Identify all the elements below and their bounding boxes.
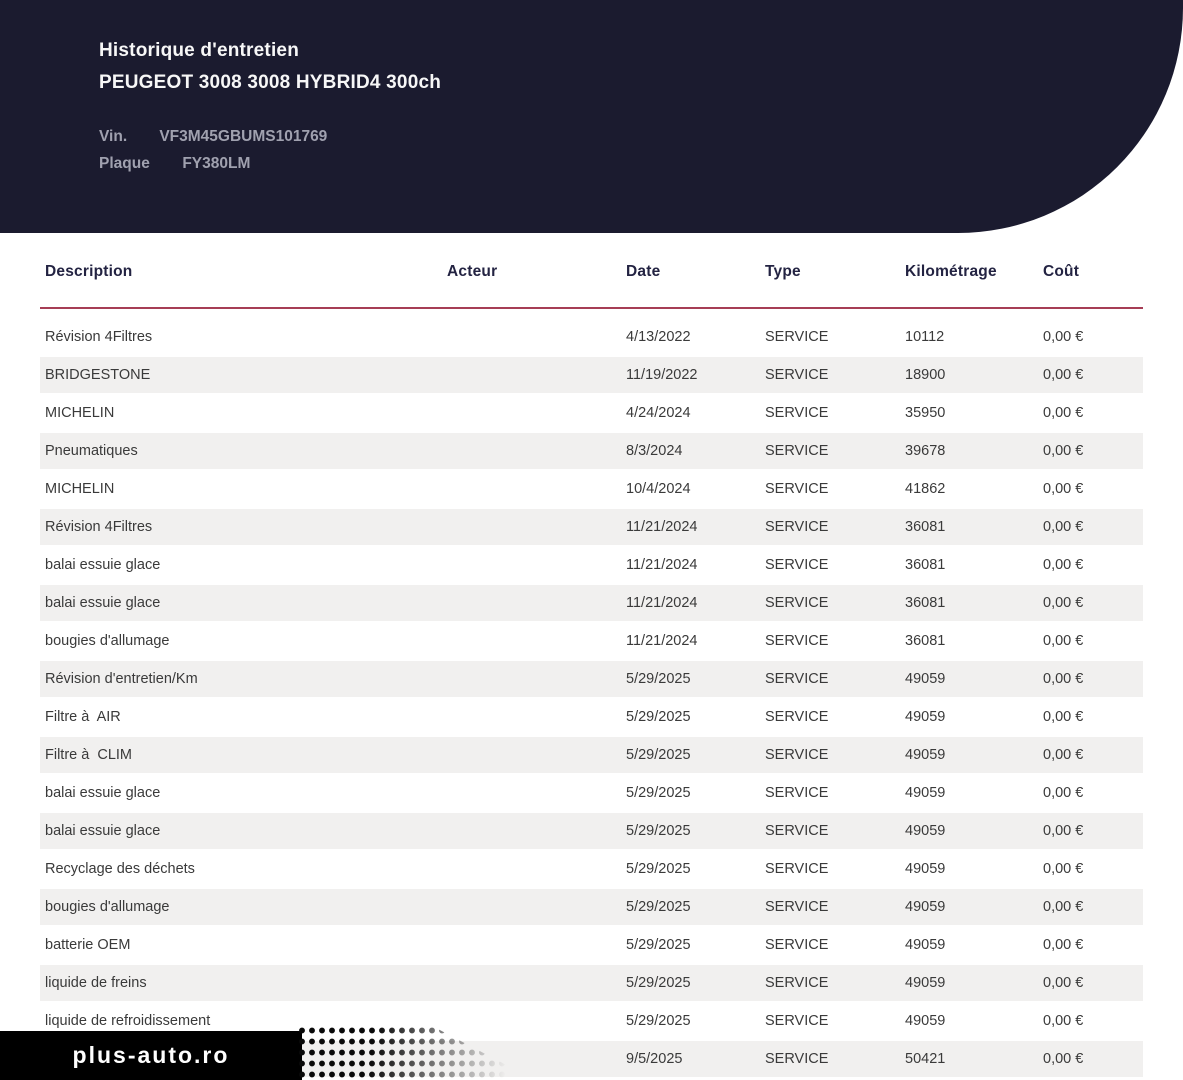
cell-cout: 0,00 € — [1043, 785, 1084, 801]
cell-description: Révision 4Filtres — [45, 329, 153, 345]
cell-description: Filtre à AIR — [45, 709, 121, 725]
table-row — [40, 812, 1143, 850]
cell-cout: 0,00 € — [1043, 367, 1084, 383]
column-header-date: Date — [626, 263, 661, 280]
cell-type: SERVICE — [765, 367, 829, 383]
cell-description: balai essuie glace — [45, 557, 161, 573]
cell-cout: 0,00 € — [1043, 519, 1084, 535]
cell-description: Révision d'entretien/Km — [45, 671, 198, 687]
cell-date: 11/21/2024 — [626, 557, 698, 573]
cell-kilometrage: 49059 — [905, 1013, 946, 1029]
table-row — [40, 394, 1143, 432]
service-history-table — [40, 256, 1143, 1078]
cell-kilometrage: 49059 — [905, 861, 946, 877]
cell-date: 8/3/2024 — [626, 443, 683, 459]
cell-cout: 0,00 € — [1043, 443, 1084, 459]
cell-description: liquide de refroidissement — [45, 1013, 211, 1029]
cell-date: 11/21/2024 — [626, 633, 698, 649]
cell-description: MICHELIN — [45, 481, 115, 497]
table-row — [40, 584, 1143, 622]
vin-line — [99, 123, 1183, 150]
watermark-text: plus-auto.ro — [72, 1042, 230, 1068]
cell-kilometrage: 36081 — [905, 633, 946, 649]
table-row — [40, 736, 1143, 774]
table-row — [40, 774, 1143, 812]
cell-type: SERVICE — [765, 747, 829, 763]
cell-cout: 0,00 € — [1043, 937, 1084, 953]
cell-date: 5/29/2025 — [626, 899, 691, 915]
table-row — [40, 470, 1143, 508]
cell-date: 5/29/2025 — [626, 747, 691, 763]
cell-description: liquide de freins — [45, 975, 147, 991]
vin-value: VF3M45GBUMS101769 — [159, 128, 328, 145]
table-row — [40, 508, 1143, 546]
cell-kilometrage: 36081 — [905, 519, 946, 535]
column-header-description: Description — [45, 263, 133, 280]
cell-type: SERVICE — [765, 557, 829, 573]
cell-date: 5/29/2025 — [626, 975, 691, 991]
cell-cout: 0,00 € — [1043, 405, 1084, 421]
cell-date: 9/5/2025 — [626, 1051, 683, 1067]
cell-type: SERVICE — [765, 709, 829, 725]
cell-kilometrage: 50421 — [905, 1051, 946, 1067]
cell-type: SERVICE — [765, 1051, 829, 1067]
cell-cout: 0,00 € — [1043, 1051, 1084, 1067]
cell-kilometrage: 39678 — [905, 443, 946, 459]
cell-type: SERVICE — [765, 633, 829, 649]
cell-description: BRIDGESTONE — [45, 367, 151, 383]
table-row — [40, 888, 1143, 926]
table-row — [40, 698, 1143, 736]
cell-cout: 0,00 € — [1043, 557, 1084, 573]
cell-cout: 0,00 € — [1043, 861, 1084, 877]
cell-type: SERVICE — [765, 443, 829, 459]
column-header-kilometrage: Kilométrage — [905, 263, 997, 280]
cell-kilometrage: 10112 — [905, 329, 945, 345]
table-row — [40, 356, 1143, 394]
table-row — [40, 546, 1143, 584]
cell-kilometrage: 49059 — [905, 671, 946, 687]
table-row — [40, 926, 1143, 964]
table-row — [40, 432, 1143, 470]
cell-kilometrage: 49059 — [905, 975, 946, 991]
cell-description: MICHELIN — [45, 405, 115, 421]
table-body — [40, 318, 1143, 1078]
cell-type: SERVICE — [765, 899, 829, 915]
cell-cout: 0,00 € — [1043, 709, 1084, 725]
vehicle-name: PEUGEOT 3008 3008 HYBRID4 300ch — [99, 72, 442, 93]
cell-date: 11/19/2022 — [626, 367, 698, 383]
cell-description: balai essuie glace — [45, 595, 161, 611]
cell-cout: 0,00 € — [1043, 633, 1084, 649]
cell-kilometrage: 49059 — [905, 785, 946, 801]
header-divider-line — [40, 307, 1143, 309]
cell-type: SERVICE — [765, 975, 829, 991]
vin-label: Vin. — [99, 128, 128, 145]
cell-date: 5/29/2025 — [626, 1013, 691, 1029]
cell-description: Recyclage des déchets — [45, 861, 195, 877]
cell-description: bougies d'allumage — [45, 899, 170, 915]
cell-kilometrage: 35950 — [905, 405, 946, 421]
cell-description: balai essuie glace — [45, 823, 161, 839]
cell-kilometrage: 49059 — [905, 747, 946, 763]
cell-date: 5/29/2025 — [626, 823, 691, 839]
cell-date: 5/29/2025 — [626, 785, 691, 801]
cell-date: 5/29/2025 — [626, 709, 691, 725]
cell-description: balai essuie glace — [45, 785, 161, 801]
cell-type: SERVICE — [765, 671, 829, 687]
cell-date: 5/29/2025 — [626, 861, 691, 877]
column-header-acteur: Acteur — [447, 263, 498, 280]
cell-cout: 0,00 € — [1043, 823, 1084, 839]
plate-value: FY380LM — [182, 155, 251, 172]
cell-description: Filtre à CLIM — [45, 747, 133, 763]
table-row — [40, 850, 1143, 888]
cell-kilometrage: 36081 — [905, 595, 946, 611]
cell-date: 11/21/2024 — [626, 595, 698, 611]
plate-line — [99, 150, 1183, 177]
cell-kilometrage: 49059 — [905, 899, 946, 915]
cell-cout: 0,00 € — [1043, 747, 1084, 763]
table-row — [40, 622, 1143, 660]
cell-cout: 0,00 € — [1043, 595, 1084, 611]
cell-description: Révision 4Filtres — [45, 519, 153, 535]
cell-type: SERVICE — [765, 861, 829, 877]
cell-kilometrage: 18900 — [905, 367, 946, 383]
vehicle-meta — [99, 123, 1183, 177]
cell-kilometrage: 36081 — [905, 557, 946, 573]
column-header-type: Type — [765, 263, 801, 280]
cell-date: 10/4/2024 — [626, 481, 691, 497]
cell-date: 5/29/2025 — [626, 671, 691, 687]
cell-type: SERVICE — [765, 785, 829, 801]
cell-cout: 0,00 € — [1043, 481, 1084, 497]
cell-description: batterie OEM — [45, 937, 131, 953]
table-row — [40, 964, 1143, 1002]
cell-date: 11/21/2024 — [626, 519, 698, 535]
cell-date: 4/24/2024 — [626, 405, 691, 421]
table-row — [40, 318, 1143, 356]
cell-type: SERVICE — [765, 937, 829, 953]
cell-type: SERVICE — [765, 595, 829, 611]
cell-kilometrage: 49059 — [905, 709, 946, 725]
cell-type: SERVICE — [765, 481, 829, 497]
table-header-row — [40, 256, 1143, 307]
cell-cout: 0,00 € — [1043, 671, 1084, 687]
page-title: Historique d'entretien — [99, 40, 299, 61]
cell-kilometrage: 49059 — [905, 823, 946, 839]
cell-cout: 0,00 € — [1043, 1013, 1084, 1029]
column-header-cout: Coût — [1043, 263, 1080, 280]
table-row — [40, 660, 1143, 698]
cell-type: SERVICE — [765, 1013, 829, 1029]
cell-date: 5/29/2025 — [626, 937, 691, 953]
cell-type: SERVICE — [765, 329, 829, 345]
cell-date: 4/13/2022 — [626, 329, 691, 345]
cell-cout: 0,00 € — [1043, 329, 1084, 345]
header-banner — [0, 0, 1183, 233]
cell-kilometrage: 41862 — [905, 481, 946, 497]
watermark-bar — [0, 1031, 302, 1080]
cell-kilometrage: 49059 — [905, 937, 946, 953]
cell-cout: 0,00 € — [1043, 975, 1084, 991]
cell-type: SERVICE — [765, 405, 829, 421]
cell-type: SERVICE — [765, 519, 829, 535]
plate-label: Plaque — [99, 155, 150, 172]
cell-description: bougies d'allumage — [45, 633, 170, 649]
cell-cout: 0,00 € — [1043, 899, 1084, 915]
cell-type: SERVICE — [765, 823, 829, 839]
cell-description: Pneumatiques — [45, 443, 138, 459]
